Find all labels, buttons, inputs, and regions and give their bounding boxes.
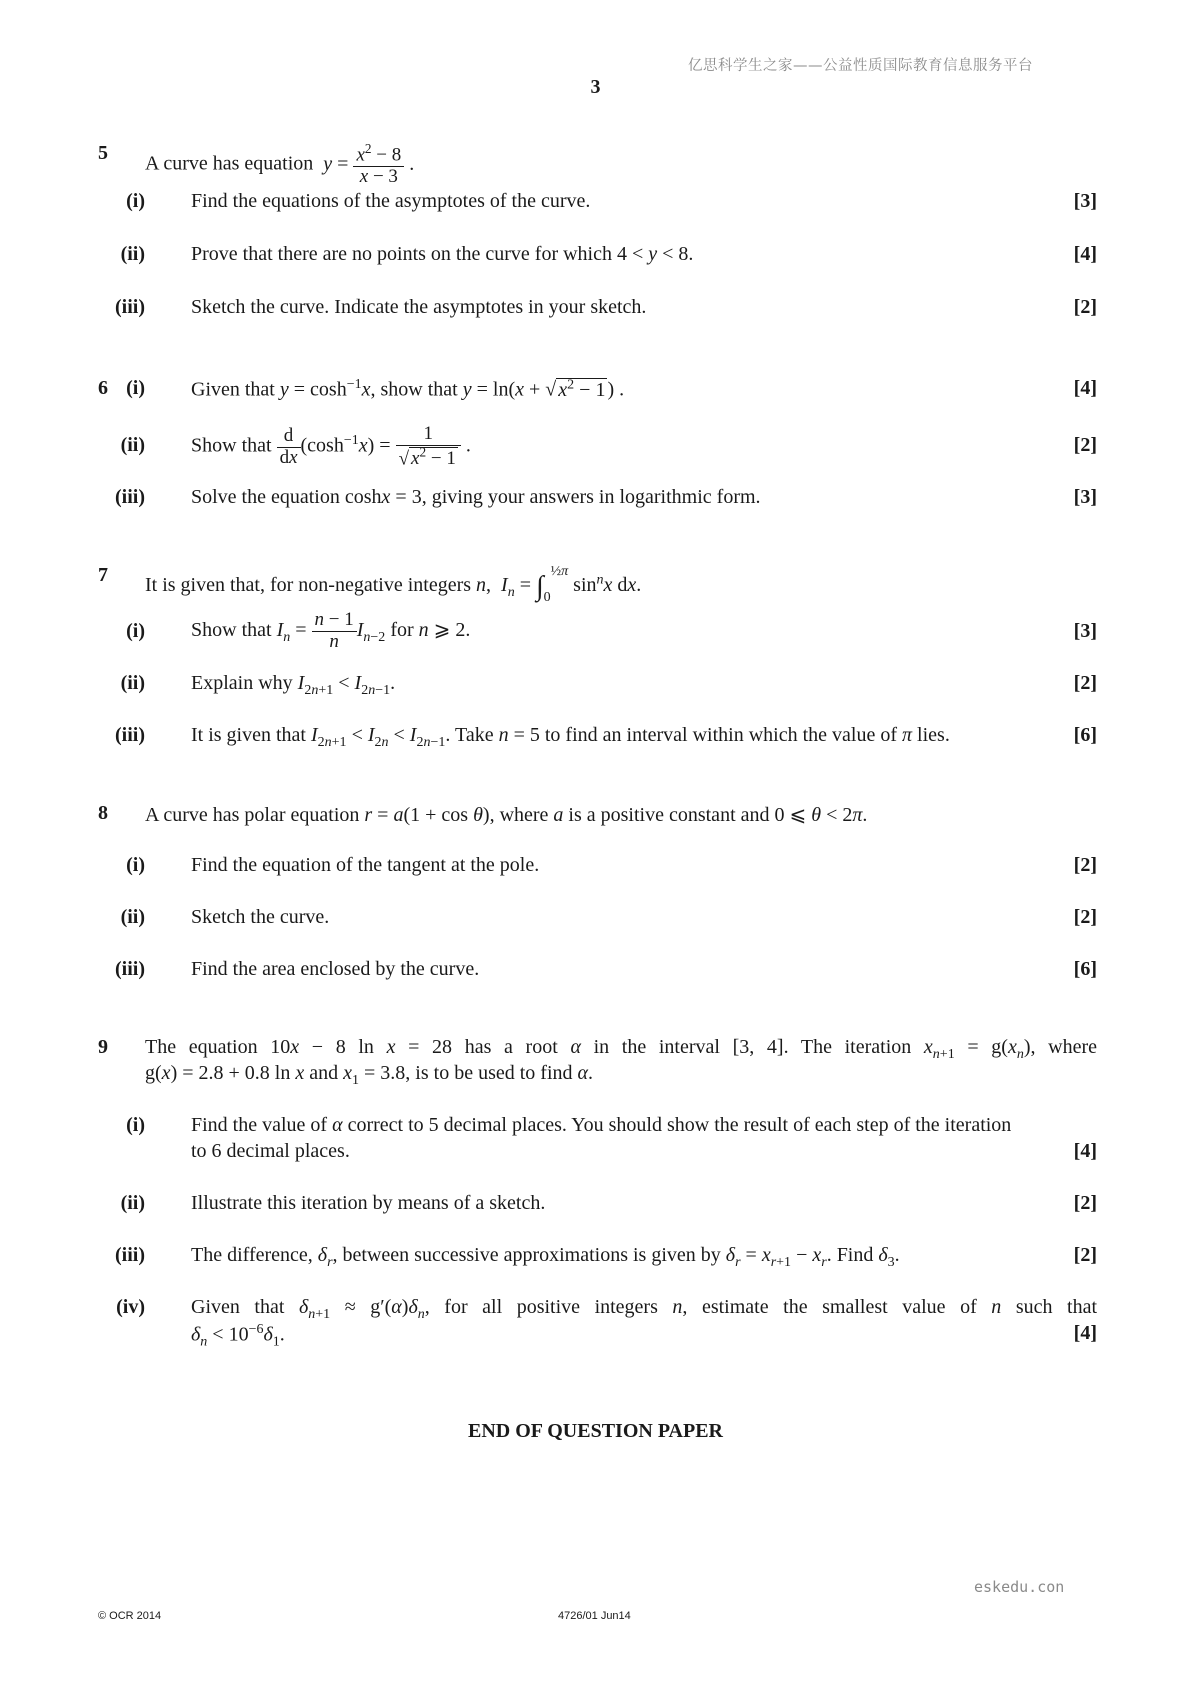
question-number: 6	[98, 377, 108, 399]
question-number: 8	[98, 802, 108, 824]
question-stem: The equation 10x − 8 ln x = 28 has a root α in the interval [3, 4]. The iteration $x_{n+1} = g(x_n)$, where	[145, 1036, 1098, 1062]
question-stem: It is given that, for non-negative integers n, $I_n = \int_0^{\frac{1}{2}\pi}$ $\sin^nx$ dx.	[145, 564, 642, 605]
fraction: $\frac{d}{dx}$	[277, 426, 301, 469]
fraction: $\frac{1}{√ x^2 - 1}$	[396, 424, 461, 470]
question-stem: A curve has polar equation r = a(1 + cos θ), where a is a positive constant and 0 ⩽ θ < 2π.	[145, 804, 868, 826]
question-number: 7	[98, 564, 108, 586]
question-number: 5	[98, 142, 108, 164]
fraction: $\frac{n - 1}{n}$	[312, 610, 357, 653]
fraction: $\frac{x^2 - 8}{x - 3}$	[353, 142, 404, 188]
footer-brand: eskedu.con	[974, 1578, 1065, 1596]
end-of-paper: END OF QUESTION PAPER	[467, 1420, 724, 1442]
question-number: 9	[98, 1036, 108, 1058]
footer-copyright: © OCR 2014	[98, 1610, 162, 1622]
page-number: 3	[590, 76, 601, 98]
footer-code: 4726/01 Jun14	[558, 1610, 631, 1622]
equation: y = $\frac{x^2 - 8}{x - 3}$ .	[323, 141, 415, 188]
question-stem-line: g(x) = 2.8 + 0.8 ln x and $x_1 = 3.8$, is to be used to find α.	[145, 1062, 594, 1088]
watermark: 亿思科学生之家——公益性质国际教育信息服务平台	[688, 58, 1033, 74]
question-stem: A curve has equation y = $\frac{x^2 - 8}{x - 3}$ .	[145, 141, 415, 188]
